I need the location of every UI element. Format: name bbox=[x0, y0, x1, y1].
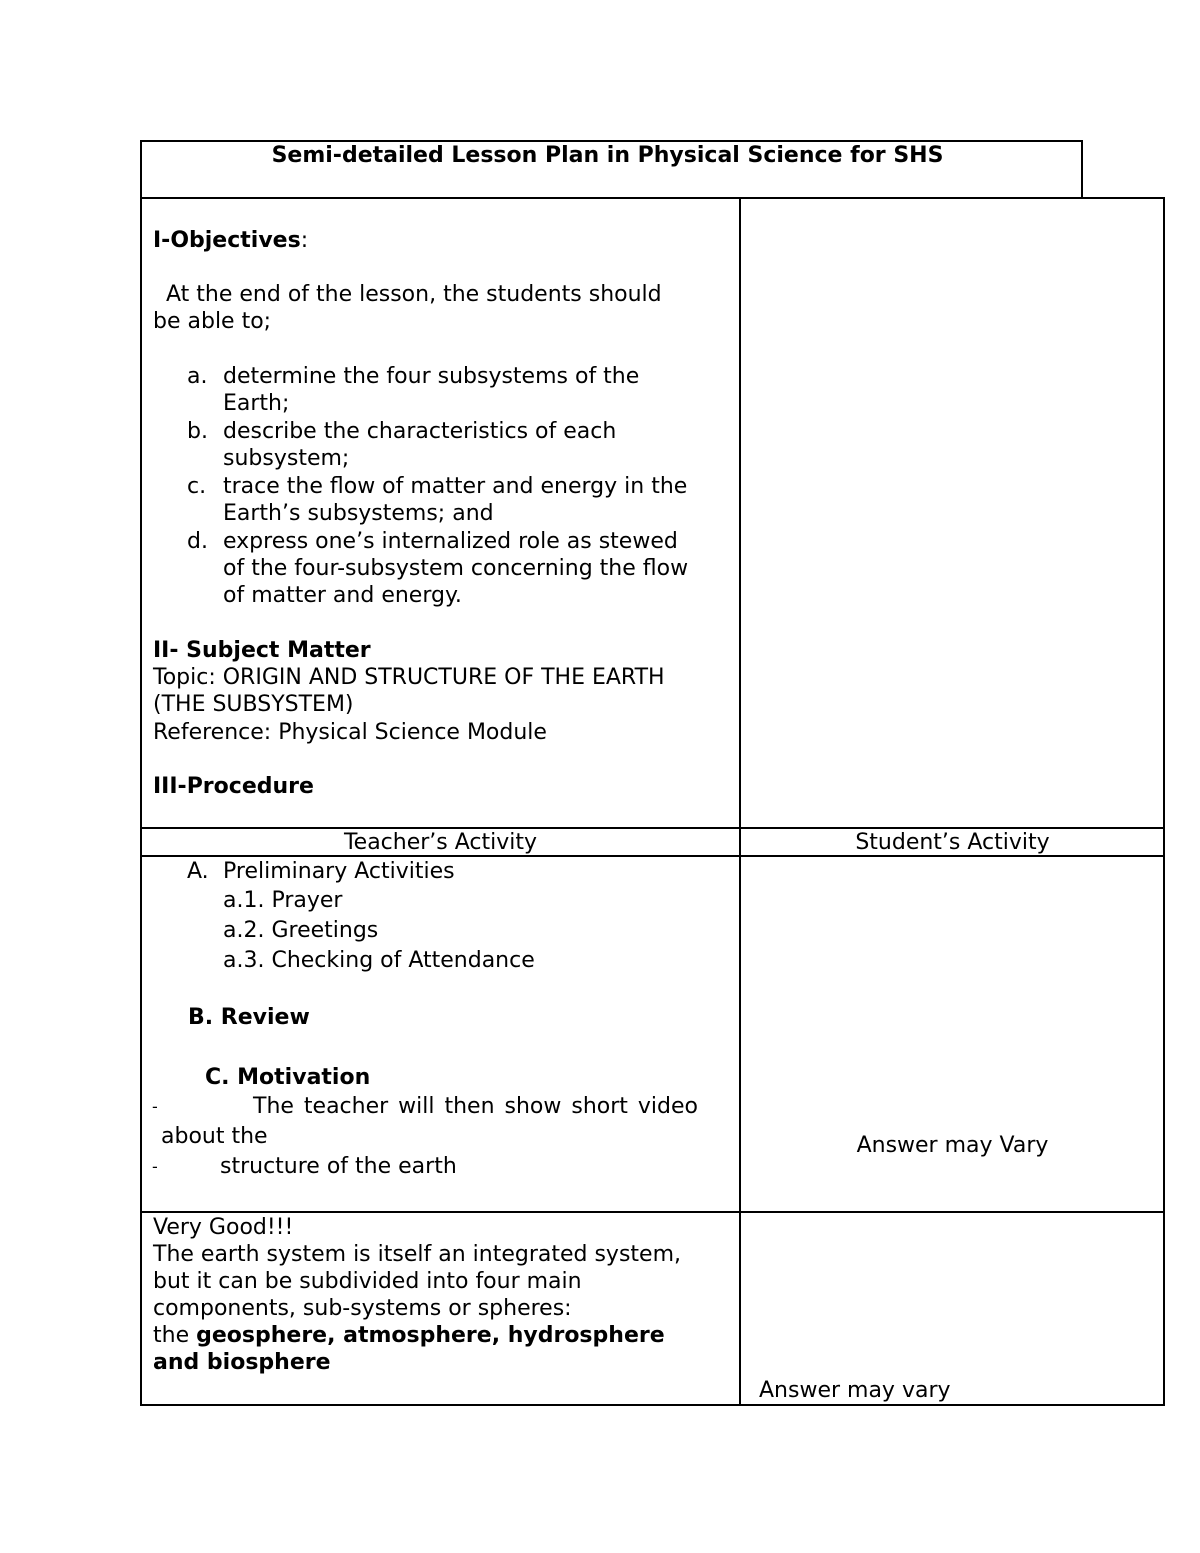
bullet-dash: - bbox=[152, 1097, 158, 1116]
discussion-text: Very Good!!! bbox=[153, 1215, 294, 1240]
motivation-text: structure of the earth bbox=[220, 1154, 457, 1179]
objectives-heading: I-Objectives: bbox=[153, 228, 309, 253]
student-answer: Answer may vary bbox=[759, 1378, 951, 1403]
review-heading: B. Review bbox=[188, 1005, 310, 1030]
topic-text: Topic: ORIGIN AND STRUCTURE OF THE EARTH bbox=[153, 665, 665, 690]
discussion-text: but it can be subdivided into four main bbox=[153, 1269, 582, 1294]
motivation-text: about the bbox=[161, 1124, 268, 1149]
objectives-intro: At the end of the lesson, the students should bbox=[166, 282, 662, 307]
procedure-heading: III-Procedure bbox=[153, 774, 314, 799]
discussion-text: components, sub-systems or spheres: bbox=[153, 1296, 572, 1321]
reference-text: Reference: Physical Science Module bbox=[153, 720, 547, 745]
preliminary-marker: A. bbox=[187, 859, 209, 884]
preliminary-heading: Preliminary Activities bbox=[223, 859, 455, 884]
teacher-activity-header: Teacher’s Activity bbox=[343, 830, 538, 855]
discussion-text: and biosphere bbox=[153, 1350, 331, 1375]
motivation-text: The teacher will then show short video bbox=[253, 1094, 699, 1119]
subject-matter-heading: II- Subject Matter bbox=[153, 638, 371, 663]
topic-text: (THE SUBSYSTEM) bbox=[153, 692, 354, 717]
column-divider bbox=[739, 197, 741, 1406]
row-divider bbox=[140, 1211, 1165, 1213]
student-answer: Answer may Vary bbox=[856, 1133, 1049, 1158]
motivation-heading: C. Motivation bbox=[205, 1065, 371, 1090]
student-activity-header: Student’s Activity bbox=[855, 830, 1050, 855]
list-item: a.2. Greetings bbox=[223, 918, 379, 943]
bullet-dash: - bbox=[152, 1157, 158, 1176]
list-item: a.1. Prayer bbox=[223, 888, 343, 913]
objectives-intro: be able to; bbox=[153, 309, 272, 334]
page-title: Semi-detailed Lesson Plan in Physical Science for SHS bbox=[271, 143, 944, 168]
discussion-text: the geosphere, atmosphere, hydrosphere bbox=[153, 1323, 665, 1348]
discussion-text: The earth system is itself an integrated system, bbox=[153, 1242, 681, 1267]
list-item: a.3. Checking of Attendance bbox=[223, 948, 535, 973]
